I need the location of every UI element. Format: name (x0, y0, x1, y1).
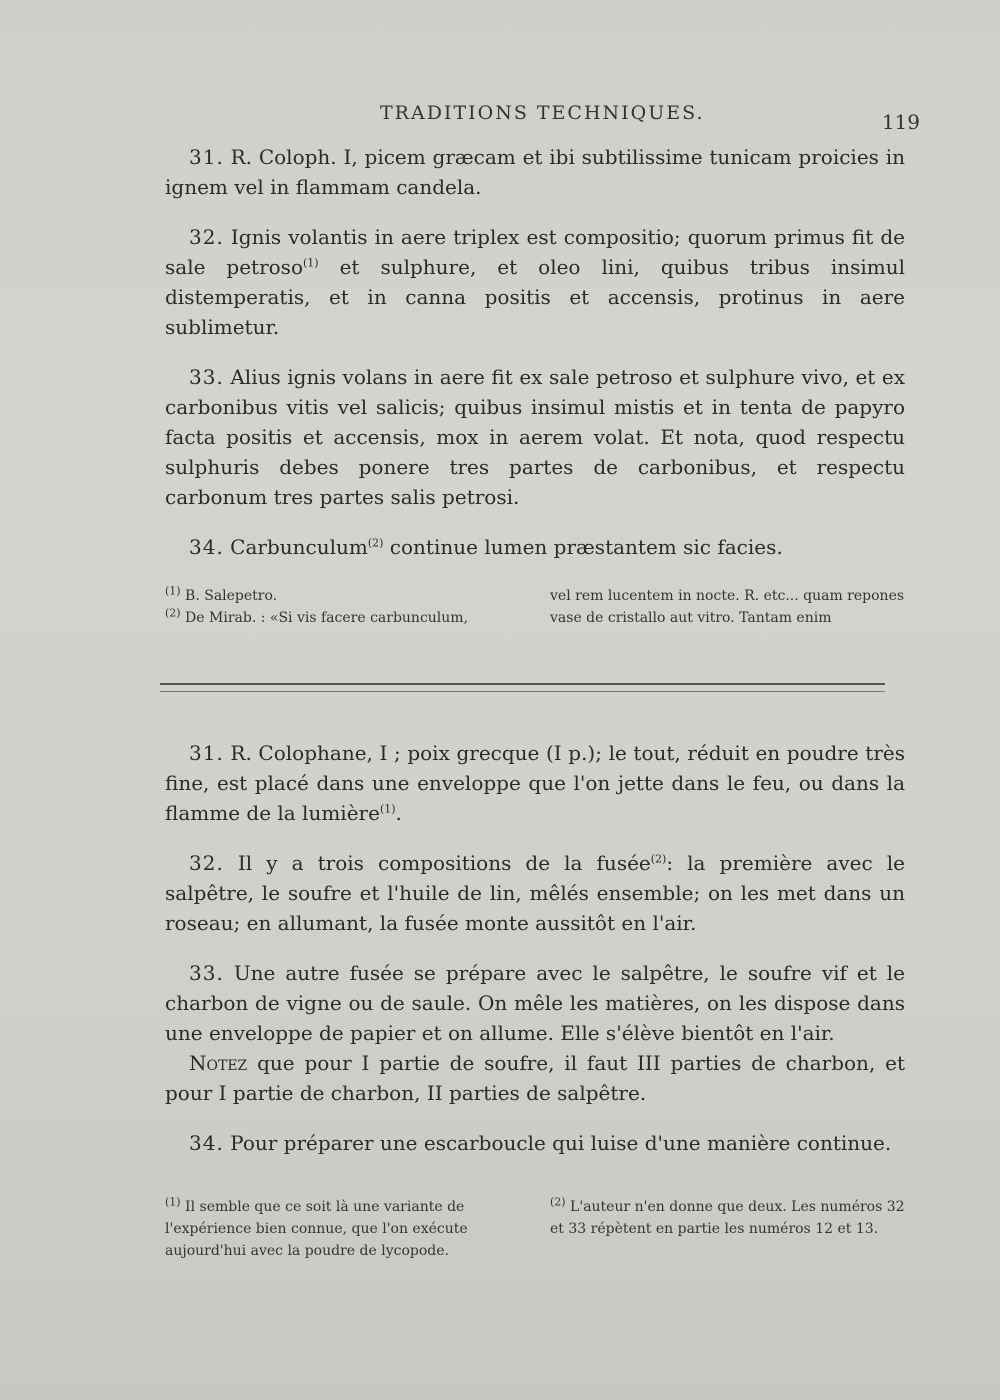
paragraph-number: 31. (189, 741, 224, 765)
french-paragraph-note (165, 1048, 905, 1108)
french-paragraph-33 (165, 958, 905, 1048)
latin-paragraph-33 (165, 362, 905, 512)
paragraph-number: 33. (189, 961, 224, 985)
paragraph-text: continue lumen præstantem sic facies. (383, 535, 783, 559)
paragraph-text: R. Colophane, I ; poix grecque (I p.); le tout, réduit en poudre très fine, est placé dans une enveloppe que l'on jette dans le feu, ou dans la flamme de la lumière (165, 741, 906, 825)
paragraph-text: Alius ignis volans in aere fit ex sale petroso et sulphure vivo, et ex carbonibus vitis vel salicis; quibus insimul mistis et in tenta de papyro facta positis et accensis, mox in aerem volat. Et nota, quod respectu sulphuris debes ponere tres partes de carbonibus, et respectu carbonum tres partes salis petrosi. (165, 365, 905, 509)
footnote-column-right (550, 585, 905, 629)
page-header (160, 102, 920, 142)
paragraph-lead: Notez (189, 1051, 248, 1075)
footnote-text: De Mirab. : «Si vis facere carbunculum, (185, 610, 469, 626)
footnote-ref[interactable]: (1) (379, 802, 396, 816)
paragraph-text: Ignis volantis in aere triplex est compositio; quorum primus fit de sale petroso (165, 225, 906, 279)
footnote (165, 607, 520, 629)
paragraph-text: Carbunculum (230, 535, 368, 559)
footnote-text: Il semble que ce soit là une variante de l'expérience bien connue, que l'on exécute aujourd'hui avec la poudre de lycopode. (165, 1199, 468, 1259)
paragraph-number: 34. (189, 1131, 224, 1155)
french-paragraph-34 (165, 1128, 905, 1158)
french-footnotes (165, 1196, 905, 1262)
latin-paragraph-34 (165, 532, 905, 562)
running-head: TRADITIONS TECHNIQUES. (380, 102, 705, 124)
footnote-text: L'auteur n'en donne que deux. Les numéros 32 et 33 répètent en partie les numéros 12 et 13. (550, 1199, 905, 1237)
latin-text (165, 142, 905, 582)
footnote (165, 585, 520, 607)
french-text (165, 738, 905, 1178)
footnote-ref[interactable]: (1) (303, 256, 319, 270)
section-divider (160, 683, 885, 692)
paragraph-text: que pour I partie de soufre, il faut III parties de charbon, et pour I partie de charbon, II parties de salpêtre. (165, 1051, 905, 1105)
footnote-text: vel rem lucentem in nocte. R. etc... quam repones vase de cristallo aut vitro. Tantam enim (550, 588, 905, 626)
paragraph-number: 33. (189, 365, 224, 389)
footnote-column-left (165, 1196, 520, 1262)
footnote-column-right (550, 1196, 905, 1262)
footnote (550, 585, 905, 629)
footnote-ref[interactable]: (2) (367, 536, 384, 550)
page-number: 119 (881, 110, 920, 134)
footnote (165, 1196, 520, 1262)
footnote-mark: (1) (165, 1195, 181, 1209)
latin-paragraph-31 (165, 142, 905, 202)
latin-footnotes (165, 585, 905, 629)
paragraph-text: Une autre fusée se prépare avec le salpêtre, le soufre vif et le charbon de vigne ou de saule. On mêle les matières, on les dispose dans une enveloppe de papier et on allume. Elle s'élève bientôt en l'air. (165, 961, 906, 1045)
footnote-mark: (1) (165, 584, 181, 598)
paragraph-text: et sulphure, et oleo lini, quibus tribus insimul distemperatis, et in canna positis et accensis, protinus in aere sublimetur. (165, 255, 906, 339)
footnote-mark: (2) (550, 1195, 566, 1209)
paragraph-text: . (395, 801, 402, 825)
footnote-mark: (2) (165, 606, 181, 620)
footnote-ref[interactable]: (2) (650, 852, 667, 866)
paragraph-text: R. Coloph. I, picem græcam et ibi subtilissime tunicam proicies in ignem vel in flammam candela. (165, 145, 906, 199)
footnote-text: B. Salepetro. (185, 588, 278, 604)
paragraph-number: 32. (189, 225, 224, 249)
latin-paragraph-32 (165, 222, 905, 342)
footnote-column-left (165, 585, 520, 629)
paragraph-text: : la première avec le salpêtre, le soufre et l'huile de lin, mêlés ensemble; on les met dans un roseau; en allumant, la fusée monte aussitôt en l'air. (165, 851, 905, 935)
paragraph-number: 31. (189, 145, 224, 169)
footnote (550, 1196, 905, 1240)
paragraph-text: Pour préparer une escarboucle qui luise d'une manière continue. (230, 1131, 892, 1155)
french-paragraph-32 (165, 848, 905, 938)
paragraph-number: 34. (189, 535, 224, 559)
french-paragraph-31 (165, 738, 905, 828)
paragraph-text: Il y a trois compositions de la fusée (237, 851, 651, 875)
paragraph-number: 32. (189, 851, 224, 875)
